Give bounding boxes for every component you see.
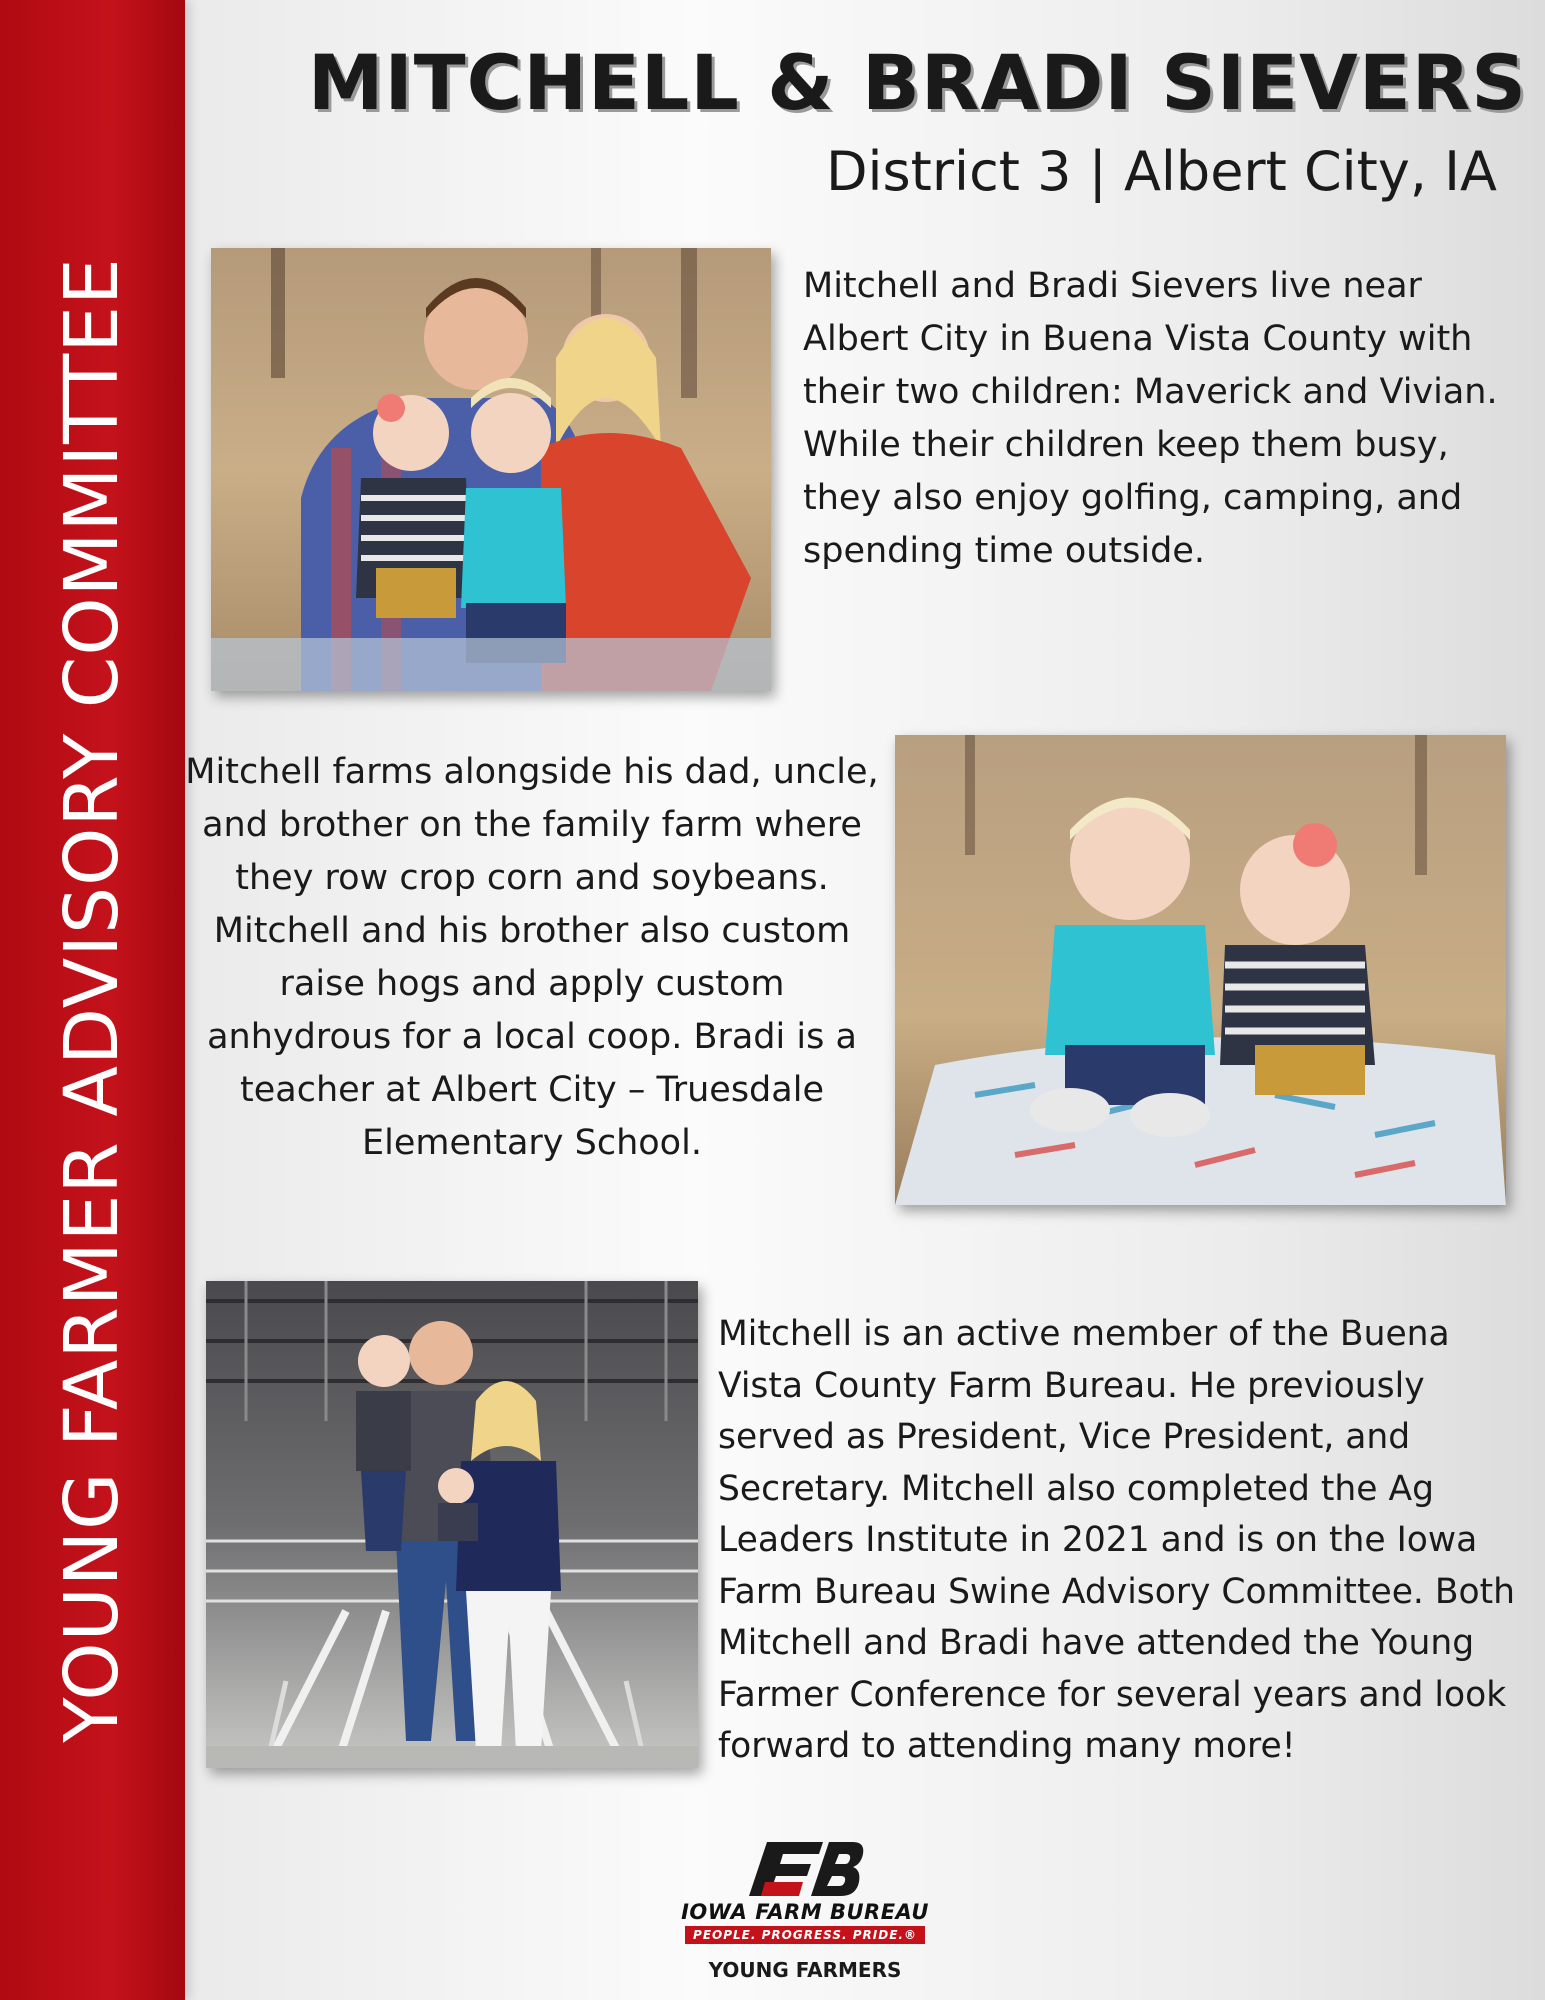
barn-family-photo: [206, 1281, 698, 1768]
iowa-farm-bureau-logo: [675, 1838, 935, 1988]
farming-paragraph: Mitchell farms alongside his dad, uncle, and brother on the family farm where they row crop corn and soybeans. Mitchell and his brother also custom raise hogs and apply custom anhydrous for a local coop. Bradi is a teacher at Albert City – Truesdale Elementary School.: [185, 752, 879, 1163]
children-photo: [895, 735, 1506, 1205]
logo-name: IOWA FARM BUREAU: [681, 1900, 929, 1924]
page-subtitle: District 3 | Albert City, IA: [825, 140, 1497, 203]
side-banner: [0, 0, 185, 2000]
farm-bureau-fb-icon: [745, 1838, 865, 1898]
family-portrait-photo: [211, 248, 771, 691]
intro-paragraph: Mitchell and Bradi Sievers live near Albert City in Buena Vista County with their two children: Maverick and Vivian. While their children keep them busy, they also enjoy golfing, camping, and spending time outside.: [803, 266, 1498, 571]
logo-sub: YOUNG FARMERS: [708, 1958, 902, 1982]
side-banner-text: YOUNG FARMER ADVISORY COMMITTEE: [49, 257, 135, 1743]
page-title: MITCHELL & BRADI SIEVERS: [307, 38, 1527, 127]
logo-tagline: PEOPLE. PROGRESS. PRIDE.®: [685, 1926, 925, 1944]
involvement-paragraph: Mitchell is an active member of the Buena Vista County Farm Bureau. He previously served as President, Vice President, and Secretary. Mitchell also completed the Ag Leaders Institute in 2021 and is on the Iowa Farm Bureau Swine Advisory Committee. Both Mitchell and Bradi have attended the Young Farmer Conference for several years and look forward to attending many more!: [718, 1314, 1516, 1766]
